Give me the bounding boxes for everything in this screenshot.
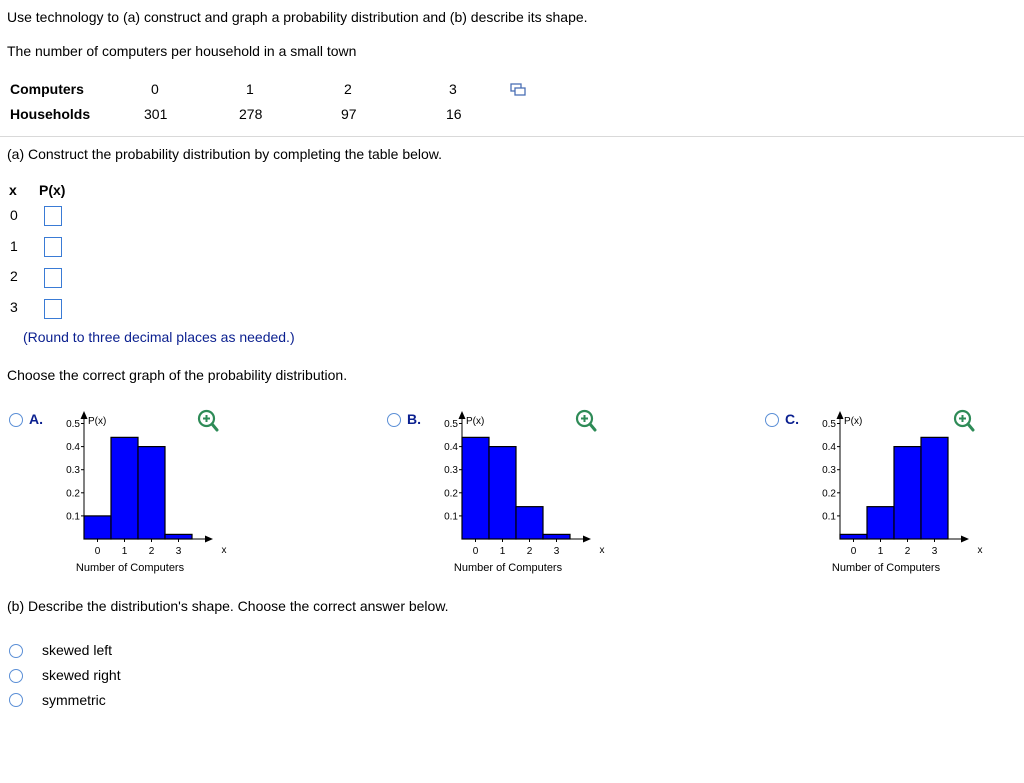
x-value: 3 bbox=[10, 299, 18, 315]
y-tick-label: 0.5 bbox=[66, 419, 80, 430]
y-tick-label: 0.4 bbox=[822, 442, 836, 454]
x-axis-title: Number of Computers bbox=[75, 562, 185, 574]
y-tick-label: 0.1 bbox=[66, 511, 80, 523]
graph-option-radio[interactable] bbox=[9, 413, 23, 427]
y-tick-label: 0.2 bbox=[822, 488, 836, 500]
histogram-bar bbox=[921, 437, 948, 539]
y-tick-label: 0.2 bbox=[444, 488, 458, 500]
x-tick-label: 3 bbox=[175, 546, 182, 557]
radio-symmetric[interactable] bbox=[9, 693, 23, 707]
px-input-2[interactable] bbox=[44, 268, 62, 288]
histogram-bar bbox=[462, 437, 489, 539]
y-axis-arrow bbox=[837, 411, 844, 419]
histogram-bar bbox=[543, 534, 570, 539]
x-axis-variable-label: x bbox=[977, 545, 983, 556]
y-tick-label: 0.5 bbox=[444, 419, 458, 430]
histogram-bar bbox=[516, 507, 543, 539]
histogram-bar bbox=[840, 534, 867, 539]
graph-option-radio[interactable] bbox=[765, 413, 779, 427]
x-tick-label: 3 bbox=[553, 546, 560, 557]
table-cell: 2 bbox=[344, 81, 352, 97]
probability-histogram bbox=[428, 410, 608, 580]
option-label-skewed-left[interactable]: skewed left bbox=[42, 642, 113, 658]
y-tick-label: 0.1 bbox=[444, 511, 458, 523]
histogram-bar bbox=[894, 447, 921, 539]
px-input-1[interactable] bbox=[44, 237, 62, 257]
part-a-instruction: (a) Construct the probability distribution by completing the table below. bbox=[7, 146, 443, 162]
table-cell: 0 bbox=[151, 81, 159, 97]
x-value: 0 bbox=[10, 207, 18, 223]
px-input-3[interactable] bbox=[44, 299, 62, 319]
column-header-x: x bbox=[9, 182, 17, 198]
y-tick-label: 0.1 bbox=[822, 511, 836, 523]
x-axis-arrow bbox=[205, 536, 213, 543]
y-tick-label: 0.4 bbox=[444, 442, 458, 454]
option-label-skewed-right[interactable]: skewed right bbox=[42, 667, 121, 683]
histogram-bar bbox=[867, 507, 894, 539]
x-value: 2 bbox=[10, 268, 18, 284]
question-subtitle: The number of computers per household in a small town bbox=[7, 43, 357, 59]
y-tick-label: 0.5 bbox=[822, 419, 836, 430]
x-tick-label: 2 bbox=[526, 546, 533, 557]
question-prompt: Use technology to (a) construct and graph a probability distribution and (b) describe its shape. bbox=[7, 9, 588, 25]
histogram-bar bbox=[489, 447, 516, 539]
x-tick-label: 0 bbox=[472, 546, 479, 557]
y-tick-label: 0.3 bbox=[822, 465, 836, 477]
x-axis-title: Number of Computers bbox=[831, 562, 941, 574]
y-tick-label: 0.4 bbox=[66, 442, 80, 454]
histogram-bar bbox=[165, 534, 192, 539]
table-cell: 16 bbox=[446, 106, 462, 122]
x-axis-variable-label: x bbox=[221, 545, 227, 556]
rounding-note: (Round to three decimal places as needed.) bbox=[23, 329, 295, 345]
y-axis-label: P(x) bbox=[466, 416, 485, 427]
y-tick-label: 0.2 bbox=[66, 488, 80, 500]
x-tick-label: 1 bbox=[121, 546, 128, 557]
table-row-header-households: Households bbox=[10, 106, 91, 122]
x-tick-label: 0 bbox=[850, 546, 857, 557]
x-axis-arrow bbox=[961, 536, 969, 543]
graph-option-letter[interactable]: B. bbox=[407, 411, 421, 427]
option-label-symmetric[interactable]: symmetric bbox=[42, 692, 106, 708]
x-tick-label: 2 bbox=[148, 546, 155, 557]
probability-histogram bbox=[50, 410, 230, 580]
histogram-bar bbox=[138, 447, 165, 539]
table-cell: 1 bbox=[246, 81, 254, 97]
y-tick-label: 0.3 bbox=[66, 465, 80, 477]
x-axis-variable-label: x bbox=[599, 545, 605, 556]
px-input-0[interactable] bbox=[44, 206, 62, 226]
x-axis-title: Number of Computers bbox=[453, 562, 563, 574]
y-axis-label: P(x) bbox=[844, 416, 863, 427]
x-tick-label: 3 bbox=[931, 546, 938, 557]
graph-prompt: Choose the correct graph of the probability distribution. bbox=[7, 367, 348, 383]
graph-option-letter[interactable]: C. bbox=[785, 411, 799, 427]
table-cell: 3 bbox=[449, 81, 457, 97]
table-row-header-computers: Computers bbox=[10, 81, 84, 97]
copy-icon[interactable] bbox=[510, 83, 526, 97]
graph-option-letter[interactable]: A. bbox=[29, 411, 43, 427]
column-header-px: P(x) bbox=[39, 182, 66, 198]
y-axis-arrow bbox=[459, 411, 466, 419]
x-tick-label: 2 bbox=[904, 546, 911, 557]
histogram-bar bbox=[111, 437, 138, 539]
table-cell: 97 bbox=[341, 106, 357, 122]
radio-skewed-left[interactable] bbox=[9, 644, 23, 658]
x-tick-label: 1 bbox=[877, 546, 884, 557]
graph-option-radio[interactable] bbox=[387, 413, 401, 427]
y-axis-arrow bbox=[81, 411, 88, 419]
y-axis-label: P(x) bbox=[88, 416, 107, 427]
histogram-bar bbox=[84, 516, 111, 539]
part-b-instruction: (b) Describe the distribution's shape. Choose the correct answer below. bbox=[7, 598, 449, 614]
x-tick-label: 1 bbox=[499, 546, 506, 557]
probability-histogram bbox=[806, 410, 986, 580]
x-tick-label: 0 bbox=[94, 546, 101, 557]
table-cell: 278 bbox=[239, 106, 263, 122]
section-divider bbox=[0, 136, 1024, 137]
table-cell: 301 bbox=[144, 106, 168, 122]
x-value: 1 bbox=[10, 238, 18, 254]
x-axis-arrow bbox=[583, 536, 591, 543]
y-tick-label: 0.3 bbox=[444, 465, 458, 477]
radio-skewed-right[interactable] bbox=[9, 669, 23, 683]
